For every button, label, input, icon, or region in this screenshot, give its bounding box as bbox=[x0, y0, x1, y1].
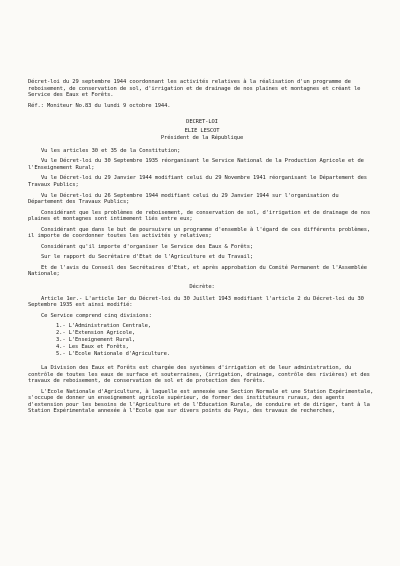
ecole-paragraph: L'Ecole Nationale d'Agriculture, à laquelle est annexée une Section Normale et une Station Expérimentale, s'occupe de donner un enseignement agricole supérieur, de former des instituteurs ruraux, des agents d'extension pour les besoins de l'Agriculture et de l'Education Rurale, de conduire et de diriger, tant à la Station Expérimentale annexée à l'Ecole que sur divers points du Pays, des travaux de recherches, bbox=[28, 388, 377, 415]
eaux-forets-paragraph: La Division des Eaux et Forêts est chargée des systèmes d'irrigation et de leur administration, du contrôle de toutes les eaux de surface et souterraines, (irrigation, drainage, contrôle des rivières) et des travaux de reboisement, de conservation de sol et de protection des forêts. bbox=[28, 364, 373, 385]
service-intro: Ce Service comprend cinq divisions: bbox=[41, 312, 152, 319]
division-item: 5.- L'Ecole Nationale d'Agriculture. bbox=[56, 351, 170, 358]
author-title: Président de la République bbox=[160, 135, 244, 142]
decree-heading: DECRET-LOI bbox=[186, 119, 218, 126]
division-item: 1.- L'Administration Centrale, bbox=[56, 323, 151, 330]
considerant-paragraph-2: Considérant que dans le but de poursuivre un programme d'ensemble à l'égard de ces différents problèmes, il importe de coordonner toutes les activités y relatives; bbox=[28, 226, 374, 240]
division-item: 3.- L'Enseignement Rural, bbox=[56, 337, 136, 344]
avis-paragraph: Et de l'avis du Conseil des Secrétaires d'Etat, et après approbation du Comité Permanent de l'Assemblée Nationale; bbox=[28, 264, 371, 278]
division-item: 4.- Les Eaux et Forêts, bbox=[56, 344, 129, 351]
decree-summary: Décret-loi du 29 septembre 1944 coordonnant les activités relatives à la réalisation d'un programme de reboisement, de conservation de sol, d'irrigation et de drainage de nos plaines et montagnes et créant le Service des Eaux et Forêts. bbox=[28, 79, 364, 99]
considerant-paragraph-3: Considérant qu'il importe d'organiser le Service des Eaux & Forêts; bbox=[41, 243, 254, 250]
division-item: 2.- L'Extension Agricole, bbox=[56, 330, 136, 337]
decrete-heading: Décrète: bbox=[189, 284, 215, 291]
author-name: ELIE LESCOT bbox=[184, 127, 220, 134]
vu-paragraph-4: Vu le Décret-loi du 26 Septembre 1944 modifiant celui du 29 Janvier 1944 sur l'organisation du Département des Travaux Publics; bbox=[28, 192, 342, 206]
reference-line: Réf.: Moniteur No.83 du lundi 9 octobre 1944. bbox=[28, 102, 171, 109]
article-1-paragraph: Article 1er.- L'article 1er du Décret-loi du 30 Juillet 1943 modifiant l'article 2 du Décret-loi du 30 Septembre 1935 est ainsi modifié: bbox=[28, 295, 367, 309]
vu-paragraph-3: Vu le Décret-loi du 29 Janvier 1944 modifiant celui du 29 Novembre 1941 réorganisant le Département des Travaux Publics; bbox=[28, 175, 371, 189]
vu-paragraph-1: Vu les articles 30 et 35 de la Constitution; bbox=[41, 147, 181, 154]
considerant-paragraph-1: Considérant que les problèmes de reboisement, de conservation de sol, d'irrigation et de drainage de nos plaines et montagnes sont intimement liés entre eux; bbox=[28, 209, 374, 223]
vu-paragraph-2: Vu le Décret-loi du 30 Septembre 1935 réorganisant le Service National de la Production Agricole et de l'Enseignement Rural; bbox=[28, 158, 367, 171]
division-list bbox=[28, 323, 376, 358]
sur-rapport-paragraph: Sur le rapport du Secrétaire d'Etat de l'Agriculture et du Travail; bbox=[41, 254, 254, 261]
